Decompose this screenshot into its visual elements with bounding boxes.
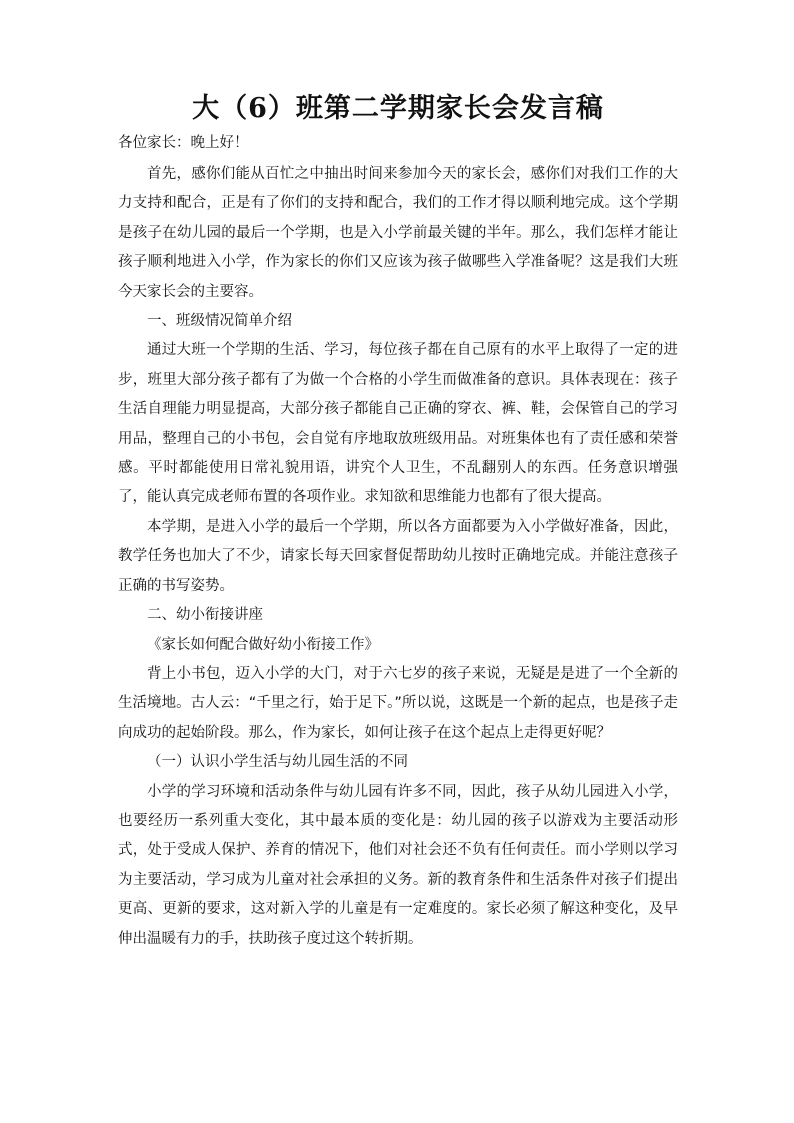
greeting: 各位家长：晚上好！ bbox=[118, 135, 249, 151]
subsection-heading-differences: （一）认识小学生活与幼儿园生活的不同 bbox=[147, 754, 408, 771]
paragraph-class-progress: 通过大班一个学期的生活、学习，每位孩子都在自己原有的水平上取得了一定的进步，班里大部分孩子都有了为做一个合格的小学生而做准备的意识。具体表现在：孩子生活自理能力明显提高，大部分孩子都能自己正确的穿衣、裤、鞋，会保管自己的学习用品，整理自己的小书包，会自觉有序地取放班级用品。对班集体也有了责任感和荣誉感。平时都能使用日常礼貌用语，讲究个人卫生，不乱翻别人的东西。任务意识增强了，能认真完成老师布置的各项作业。求知欲和思维能力也都有了很大提高。 bbox=[118, 342, 678, 506]
section-heading-class-overview: 一、班级情况简单介绍 bbox=[147, 313, 292, 330]
document-title: 大（6）班第二学期家长会发言稿 bbox=[192, 93, 604, 124]
paragraph-new-start: 背上小书包，迈入小学的大门，对于六七岁的孩子来说，无疑是是进了一个全新的生活境地。古人云：“千里之行，始于足下。”所以说，这既是一个新的起点，也是孩子走向成功的起始阶段。那么，作为家长，如何让孩子在这个起点上走得更好呢？ bbox=[118, 665, 678, 741]
paragraph-opening: 首先，感你们能从百忙之中抽出时间来参加今天的家长会，感你们对我们工作的大力支持和配合，正是有了你们的支持和配合，我们的工作才得以顺利地完成。这个学期是孩子在幼儿园的最后一个学期，也是入小学前最关键的半年。那么，我们怎样才能让孩子顺利地进入小学，作为家长的你们又应该为孩子做哪些入学准备呢？这是我们大班今天家长会的主要容。 bbox=[118, 166, 678, 300]
document-page bbox=[118, 92, 678, 954]
section-heading-transition-lecture: 二、幼小衔接讲座 bbox=[147, 607, 263, 624]
paragraph-differences: 小学的学习环境和活动条件与幼儿园有许多不同，因此，孩子从幼儿园进入小学，也要经历一系列重大变化，其中最本质的变化是：幼儿园的孩子以游戏为主要活动形式，处于受成人保护、养育的情况下，他们对社会还不负有任何责任。而小学则以学习为主要活动，学习成为儿童对社会承担的义务。新的教育条件和生活条件对孩子们提出更高、更新的要求，这对新入学的儿童是有一定难度的。家长必须了解这种变化，及早伸出温暖有力的手，扶助孩子度过这个转折期。 bbox=[118, 783, 678, 947]
lecture-title: 《家长如何配合做好幼小衔接工作》 bbox=[147, 636, 379, 653]
paragraph-semester-note: 本学期，是进入小学的最后一个学期，所以各方面都要为入小学做好准备，因此，教学任务也加大了不少，请家长每天回家督促帮助幼儿按时正确地完成。并能注意孩子正确的书写姿势。 bbox=[118, 518, 678, 594]
